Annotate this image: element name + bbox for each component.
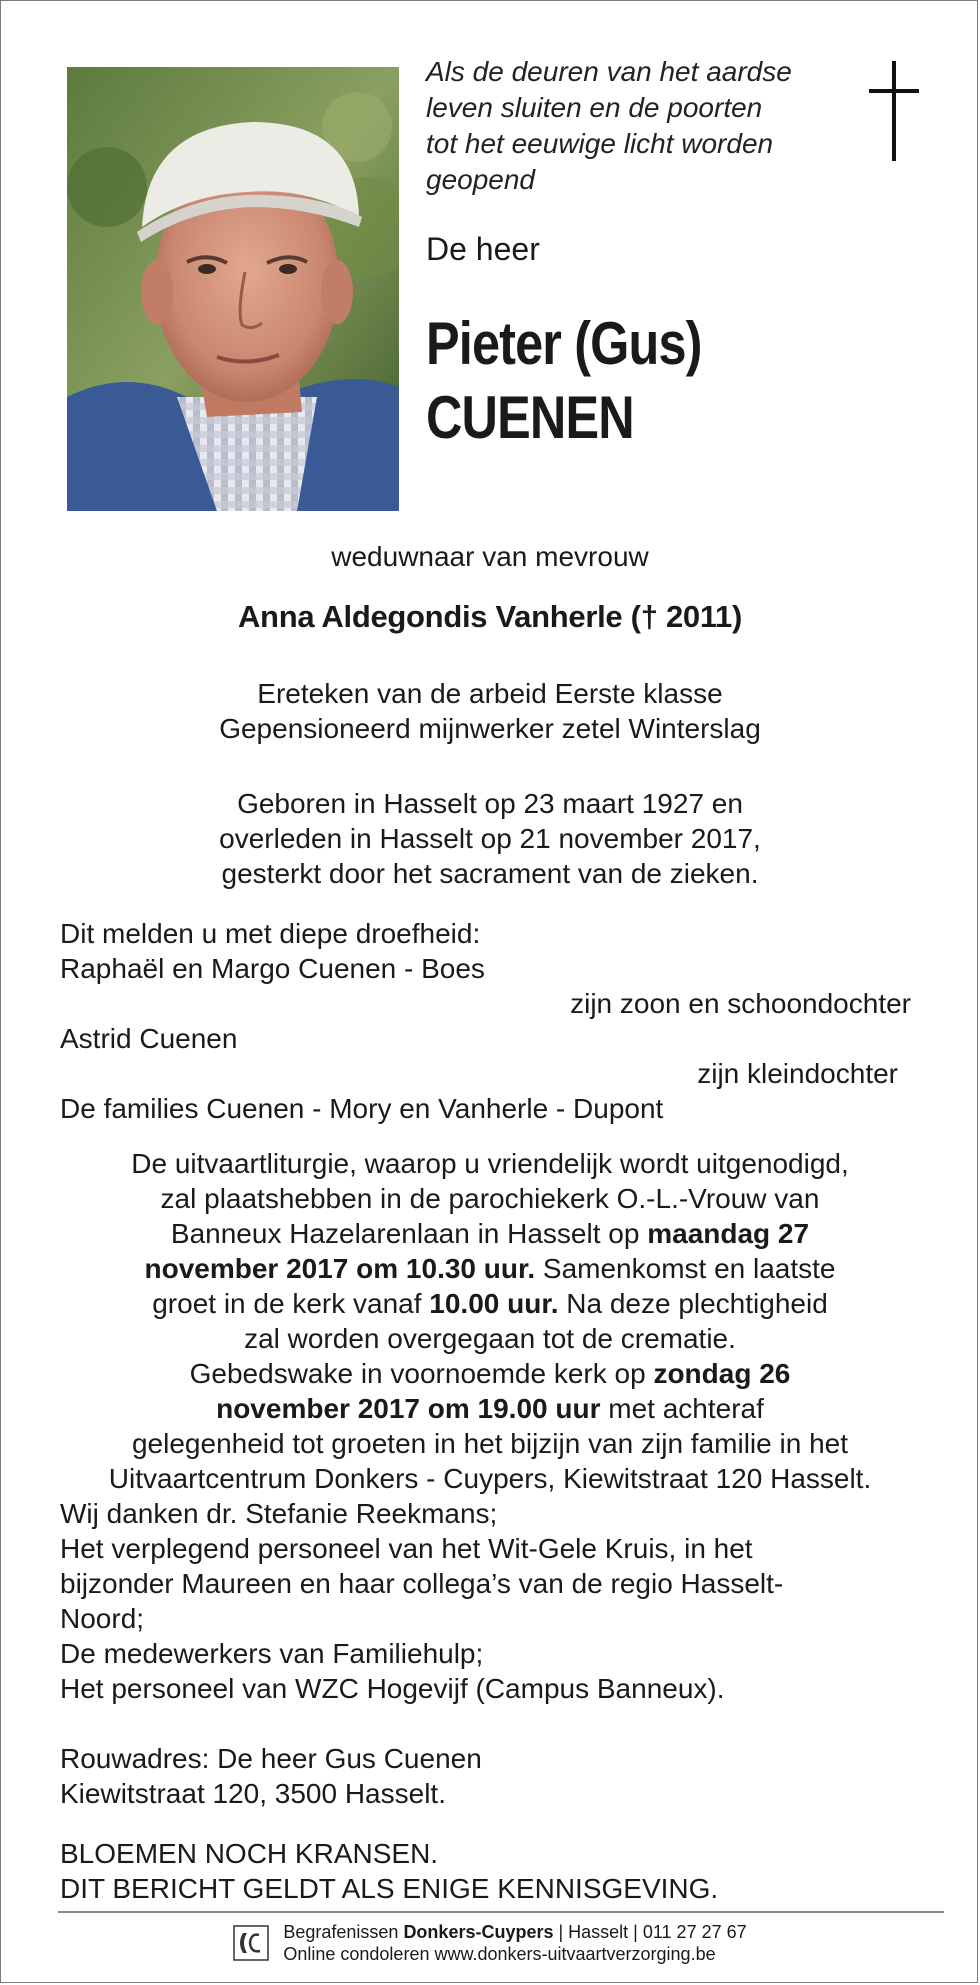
deceased-name: Pieter (Gus) bbox=[426, 310, 702, 377]
wake-time: november 2017 om 19.00 uur bbox=[216, 1393, 601, 1424]
greeting-time: 10.00 uur. bbox=[429, 1288, 559, 1319]
funeral-text: met achteraf bbox=[600, 1393, 764, 1424]
family-son: Raphaël en Margo Cuenen - Boes bbox=[60, 953, 485, 984]
funeral-date: maandag 27 bbox=[647, 1218, 810, 1249]
funeral-text: zal plaatshebben in de parochiekerk O.-L.-Vrouw van bbox=[160, 1183, 820, 1214]
funeral-text: De uitvaartliturgie, waarop u vriendelijk wordt uitgenodigd, bbox=[131, 1148, 849, 1179]
birth-death-line: overleden in Hasselt op 21 november 2017, bbox=[219, 823, 761, 854]
portrait-photo bbox=[67, 67, 399, 511]
funeral-time: november 2017 om 10.30 uur. bbox=[144, 1253, 536, 1284]
funeral-line bbox=[41, 1426, 939, 1461]
funeral-text: Uitvaartcentrum Donkers - Cuypers, Kiewitstraat 120 Hasselt. bbox=[108, 1463, 872, 1494]
funeral-text: groet in de kerk vanaf bbox=[152, 1288, 430, 1319]
family-intro: Dit melden u met diepe droefheid: bbox=[60, 918, 481, 949]
funeral-line bbox=[41, 1321, 939, 1356]
poem-line: tot het eeuwige licht worden bbox=[426, 128, 774, 159]
deceased-surname: CUENEN bbox=[426, 384, 634, 451]
honors-line: Gepensioneerd mijnwerker zetel Winterslag bbox=[219, 713, 761, 744]
funeral-line bbox=[41, 1461, 939, 1496]
cross-icon bbox=[863, 61, 925, 166]
funeral-line bbox=[41, 1286, 939, 1321]
funeral-line bbox=[41, 1216, 939, 1251]
family-families: De families Cuenen - Mory en Vanherle - Dupont bbox=[60, 1093, 664, 1124]
poem-line: geopend bbox=[426, 164, 536, 195]
thanks-line: Het personeel van WZC Hogevijf (Campus Banneux). bbox=[60, 1673, 725, 1704]
funeral-home-logo-icon bbox=[233, 1925, 269, 1966]
notice bbox=[60, 1836, 718, 1906]
funeral-line bbox=[41, 1356, 939, 1391]
widower-of: weduwnaar van mevrouw bbox=[331, 541, 649, 572]
birth-death bbox=[1, 786, 979, 891]
poem-line: leven sluiten en de poorten bbox=[426, 92, 763, 123]
address-line: Rouwadres: De heer Gus Cuenen bbox=[60, 1743, 482, 1774]
salutation: De heer bbox=[426, 231, 540, 267]
thanks-line: Noord; bbox=[60, 1603, 145, 1634]
wake-date: zondag 26 bbox=[653, 1358, 791, 1389]
notice-line: BLOEMEN NOCH KRANSEN. bbox=[60, 1838, 439, 1869]
funeral-text: Samenkomst en laatste bbox=[535, 1253, 836, 1284]
funeral-text: Banneux Hazelarenlaan in Hasselt op bbox=[170, 1218, 648, 1249]
footer-line2[interactable]: Online condoleren www.donkers-uitvaartverzorging.be bbox=[283, 1944, 716, 1964]
funeral-text: zal worden overgegaan tot de crematie. bbox=[244, 1323, 736, 1354]
spouse-name: Anna Aldegondis Vanherle († 2011) bbox=[237, 599, 743, 634]
funeral-text: gelegenheid tot groeten in het bijzijn van zijn familie in het bbox=[131, 1428, 848, 1459]
poem-line: Als de deuren van het aardse bbox=[426, 56, 792, 87]
honors-line: Ereteken van de arbeid Eerste klasse bbox=[257, 678, 723, 709]
address-line: Kiewitstraat 120, 3500 Hasselt. bbox=[60, 1778, 446, 1809]
thanks-line: De medewerkers van Familiehulp; bbox=[60, 1638, 484, 1669]
funeral-text: Na deze plechtigheid bbox=[558, 1288, 828, 1319]
family-granddaughter: Astrid Cuenen bbox=[60, 1023, 238, 1054]
funeral-line bbox=[41, 1181, 939, 1216]
thanks-line: Wij danken dr. Stefanie Reekmans; bbox=[60, 1498, 498, 1529]
funeral-line bbox=[41, 1146, 939, 1181]
footer-line1 bbox=[283, 1921, 746, 1943]
thanks-line: Het verplegend personeel van het Wit-Gele Kruis, in het bbox=[60, 1533, 753, 1564]
birth-death-line: Geboren in Hasselt op 23 maart 1927 en bbox=[237, 788, 743, 819]
footer-divider bbox=[58, 1911, 944, 1913]
footer-company: Donkers-Cuypers bbox=[403, 1922, 554, 1942]
funeral-line bbox=[41, 1251, 939, 1286]
birth-death-line: gesterkt door het sacrament van de zieken. bbox=[221, 858, 759, 889]
funeral-text: Gebedswake in voornoemde kerk op bbox=[189, 1358, 654, 1389]
funeral-details bbox=[41, 1146, 939, 1496]
footer bbox=[1, 1921, 979, 1965]
family-son-relation: zijn zoon en schoondochter bbox=[570, 988, 911, 1019]
thanks-line: bijzonder Maureen en haar collega’s van de regio Hasselt- bbox=[60, 1568, 784, 1599]
funeral-line bbox=[41, 1391, 939, 1426]
footer-text: Begrafenissen bbox=[283, 1922, 404, 1942]
thanks bbox=[60, 1496, 910, 1706]
footer-contact: | Hasselt | 011 27 27 67 bbox=[553, 1922, 747, 1942]
footer-content bbox=[233, 1921, 746, 1965]
family-granddaughter-relation: zijn kleindochter bbox=[697, 1058, 898, 1089]
notice-line: DIT BERICHT GELDT ALS ENIGE KENNISGEVING. bbox=[60, 1873, 719, 1904]
poem bbox=[426, 54, 846, 198]
honors bbox=[1, 676, 979, 746]
mourning-address bbox=[60, 1741, 482, 1811]
